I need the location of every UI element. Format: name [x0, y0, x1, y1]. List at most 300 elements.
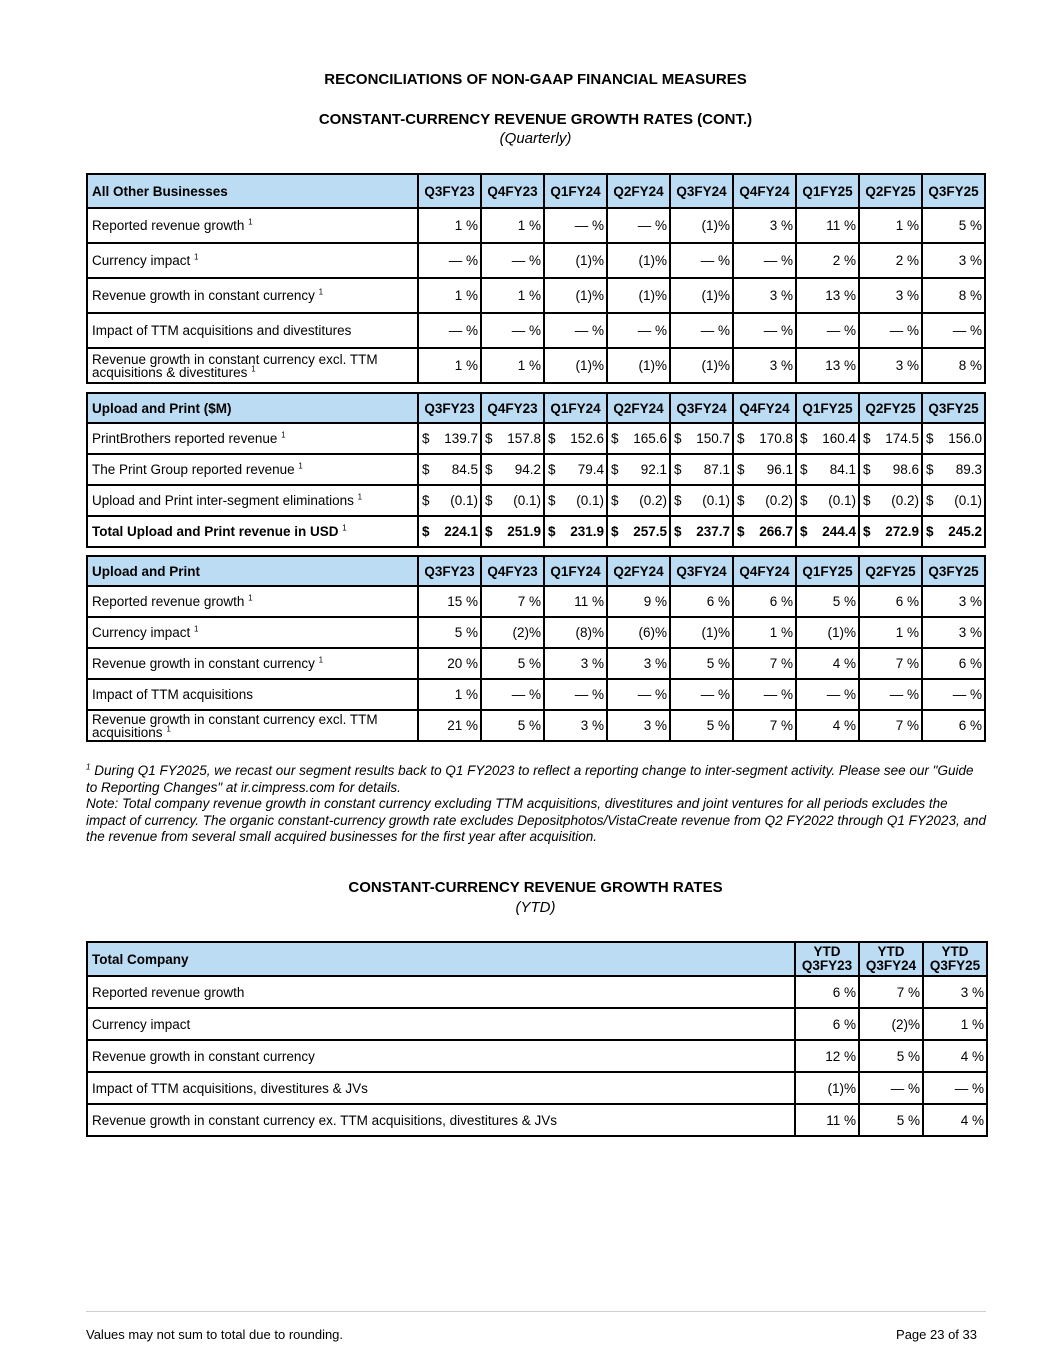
table-row	[87, 617, 985, 648]
footnote-marker: 1	[166, 724, 171, 733]
table-header-label: Upload and Print ($M)	[87, 393, 418, 423]
column-header: Q3FY25	[922, 393, 985, 423]
all-other-businesses-table	[86, 173, 986, 384]
currency-symbol: $	[422, 431, 430, 446]
value-cell: 5 %	[922, 208, 985, 243]
footnote-marker: 1	[357, 492, 363, 502]
value-cell	[796, 454, 859, 485]
value-cell: (1)%	[607, 243, 670, 278]
value-cell: 1 %	[418, 208, 481, 243]
upload-and-print-growth-table	[86, 555, 986, 742]
row-label-text: Revenue growth in constant currency	[92, 1048, 315, 1064]
cell-value: 96.1	[766, 462, 793, 477]
value-cell	[922, 454, 985, 485]
page-number: Page 23 of 33	[896, 1327, 977, 1342]
row-label-text: Reported revenue growth	[92, 594, 245, 609]
row-label-text: Currency impact	[92, 253, 191, 268]
value-cell: 2 %	[796, 243, 859, 278]
value-cell: 3 %	[923, 976, 987, 1008]
cell-value: 170.8	[759, 431, 793, 446]
currency-symbol: $	[611, 493, 619, 508]
column-header-line2: Q3FY24	[865, 958, 917, 973]
row-label	[87, 454, 418, 485]
currency-symbol: $	[737, 493, 745, 508]
footnotes	[86, 763, 986, 846]
footnote-marker: 1	[298, 461, 303, 471]
value-cell: 5 %	[481, 648, 544, 679]
value-cell: 7 %	[733, 648, 796, 679]
value-cell: — %	[481, 313, 544, 348]
currency-symbol: $	[737, 431, 745, 446]
column-header	[859, 942, 923, 976]
value-cell: 5 %	[670, 648, 733, 679]
value-cell: — %	[796, 679, 859, 710]
value-cell: — %	[418, 243, 481, 278]
value-cell	[859, 516, 922, 547]
value-cell: — %	[607, 679, 670, 710]
value-cell: — %	[733, 313, 796, 348]
footnote-note: Note: Total company revenue growth in constant currency excluding TTM acquisitions, divestitures and joint ventures for all periods excludes the impact of currency. The organic constant-currency growth rate excludes Depositphotos/VistaCreate revenue from Q2 FY2022 through Q1 FY2023, and the revenue from several small acquired businesses for the first year after acquisition.	[86, 796, 986, 844]
value-cell: (1)%	[795, 1072, 859, 1104]
column-header: Q1FY25	[796, 393, 859, 423]
column-header: Q2FY25	[859, 556, 922, 586]
value-cell: 1 %	[859, 617, 922, 648]
value-cell: (1)%	[607, 348, 670, 383]
value-cell: 13 %	[796, 348, 859, 383]
value-cell: 3 %	[859, 348, 922, 383]
value-cell: (1)%	[670, 278, 733, 313]
table-row	[87, 710, 985, 741]
row-label	[87, 243, 418, 278]
value-cell	[418, 454, 481, 485]
value-cell: — %	[859, 679, 922, 710]
column-header: Q2FY24	[607, 393, 670, 423]
cell-value: (0.1)	[450, 493, 478, 508]
column-header: Q1FY24	[544, 174, 607, 208]
footer-note: Values may not sum to total due to rounding.	[86, 1327, 344, 1342]
table-row	[87, 648, 985, 679]
value-cell: 3 %	[922, 586, 985, 617]
currency-symbol: $	[611, 462, 619, 477]
value-cell: 6 %	[922, 648, 985, 679]
value-cell: 7 %	[733, 710, 796, 741]
column-header: Q4FY24	[733, 556, 796, 586]
section-title-ytd: CONSTANT-CURRENCY REVENUE GROWTH RATES	[348, 879, 723, 896]
column-header: Q4FY24	[733, 393, 796, 423]
column-header: Q2FY25	[859, 174, 922, 208]
currency-symbol: $	[800, 462, 808, 477]
footnote-text: During Q1 FY2025, we recast our segment results back to Q1 FY2023 to reflect a reporting change to inter-segment activity. Please see our "Guide to Reporting Changes" at ir.cimpress.com for details.	[86, 763, 974, 795]
currency-symbol: $	[548, 462, 556, 477]
value-cell: 12 %	[795, 1040, 859, 1072]
table-row	[87, 1104, 987, 1136]
value-cell: 1 %	[859, 208, 922, 243]
column-header: Q1FY25	[796, 556, 859, 586]
value-cell	[481, 454, 544, 485]
value-cell	[607, 516, 670, 547]
table-row	[87, 485, 985, 516]
value-cell: 6 %	[859, 586, 922, 617]
value-cell	[796, 516, 859, 547]
column-header-line1: YTD	[877, 944, 905, 959]
row-label	[87, 586, 418, 617]
column-header: Q3FY24	[670, 393, 733, 423]
value-cell: (1)%	[544, 278, 607, 313]
page-title: RECONCILIATIONS OF NON-GAAP FINANCIAL MEASURES	[324, 71, 747, 88]
currency-symbol: $	[737, 524, 745, 539]
cell-value: 174.5	[885, 431, 919, 446]
cell-value: 87.1	[703, 462, 730, 477]
row-label-text: Total Upload and Print revenue in USD	[92, 524, 339, 539]
value-cell: 1 %	[418, 679, 481, 710]
value-cell: 15 %	[418, 586, 481, 617]
cell-value: (0.2)	[765, 493, 793, 508]
table-header-row	[87, 174, 985, 208]
value-cell: 1 %	[418, 348, 481, 383]
value-cell: 6 %	[795, 1008, 859, 1040]
value-cell: (1)%	[544, 348, 607, 383]
row-label-text: Reported revenue growth	[92, 218, 245, 233]
value-cell: (2)%	[859, 1008, 923, 1040]
total-company-ytd-table	[86, 941, 988, 1137]
currency-symbol: $	[422, 493, 430, 508]
cell-value: (0.1)	[513, 493, 541, 508]
row-label-text: PrintBrothers reported revenue	[92, 431, 278, 446]
value-cell: 20 %	[418, 648, 481, 679]
currency-symbol: $	[674, 493, 682, 508]
total-row	[87, 516, 985, 547]
value-cell: 11 %	[544, 586, 607, 617]
value-cell	[796, 485, 859, 516]
upload-and-print-revenue-table	[86, 392, 986, 548]
currency-symbol: $	[737, 462, 745, 477]
value-cell: (1)%	[670, 348, 733, 383]
cell-value: 245.2	[948, 524, 982, 539]
column-header-line1: YTD	[941, 944, 969, 959]
value-cell	[859, 423, 922, 454]
currency-symbol: $	[611, 431, 619, 446]
value-cell: 11 %	[796, 208, 859, 243]
row-label	[87, 516, 418, 547]
currency-symbol: $	[926, 493, 934, 508]
value-cell: (1)%	[544, 243, 607, 278]
column-header: Q3FY23	[418, 556, 481, 586]
value-cell: 3 %	[922, 243, 985, 278]
column-header: Q3FY23	[418, 393, 481, 423]
column-header: Q4FY23	[481, 556, 544, 586]
value-cell: (1)%	[607, 278, 670, 313]
row-label	[87, 648, 418, 679]
currency-symbol: $	[800, 431, 808, 446]
currency-symbol: $	[863, 524, 871, 539]
row-label-text: Currency impact	[92, 625, 191, 640]
cell-value: 231.9	[570, 524, 604, 539]
column-header: Q3FY23	[418, 174, 481, 208]
cell-value: (0.2)	[891, 493, 919, 508]
value-cell	[607, 454, 670, 485]
value-cell	[418, 423, 481, 454]
row-label	[87, 1040, 795, 1072]
value-cell: — %	[670, 313, 733, 348]
table-header-row	[87, 942, 987, 976]
value-cell: — %	[544, 313, 607, 348]
value-cell: (8)%	[544, 617, 607, 648]
value-cell	[418, 516, 481, 547]
cell-value: 84.1	[829, 462, 856, 477]
value-cell: 5 %	[859, 1040, 923, 1072]
value-cell: (1)%	[670, 208, 733, 243]
row-label-text: Upload and Print inter-segment eliminations	[92, 493, 354, 508]
table-row	[87, 423, 985, 454]
column-header-line2: Q3FY25	[929, 958, 981, 973]
row-label-text: Impact of TTM acquisitions	[92, 687, 254, 702]
cell-value: 244.4	[822, 524, 856, 539]
cell-value: 150.7	[696, 431, 730, 446]
value-cell	[544, 423, 607, 454]
section-subtitle-ytd: (YTD)	[515, 899, 556, 916]
footnote-marker: 1	[318, 655, 324, 665]
column-header: Q2FY24	[607, 556, 670, 586]
value-cell: 4 %	[923, 1104, 987, 1136]
row-label	[87, 423, 418, 454]
value-cell: — %	[481, 243, 544, 278]
table-row	[87, 313, 985, 348]
table-row	[87, 586, 985, 617]
currency-symbol: $	[863, 493, 871, 508]
table-row	[87, 1040, 987, 1072]
column-header: Q4FY23	[481, 393, 544, 423]
column-header: Q1FY25	[796, 174, 859, 208]
row-label	[87, 1008, 795, 1040]
value-cell: 6 %	[733, 586, 796, 617]
footnote-1	[86, 763, 986, 796]
value-cell: — %	[670, 679, 733, 710]
value-cell	[481, 423, 544, 454]
value-cell	[733, 485, 796, 516]
value-cell: 1 %	[418, 278, 481, 313]
value-cell: 4 %	[796, 648, 859, 679]
table-row	[87, 679, 985, 710]
row-label	[87, 1104, 795, 1136]
table-row	[87, 348, 985, 383]
value-cell: 1 %	[481, 208, 544, 243]
footnote-marker: 1	[248, 593, 253, 603]
cell-value: 94.2	[514, 462, 541, 477]
cell-value: 251.9	[507, 524, 541, 539]
value-cell	[670, 516, 733, 547]
table-header-row	[87, 393, 985, 423]
column-header: Q3FY25	[922, 556, 985, 586]
value-cell	[481, 485, 544, 516]
value-cell: 1 %	[481, 278, 544, 313]
currency-symbol: $	[485, 431, 493, 446]
currency-symbol: $	[926, 524, 934, 539]
footnote-marker: 1	[318, 287, 324, 297]
column-header: Q4FY23	[481, 174, 544, 208]
cell-value: (0.1)	[702, 493, 730, 508]
value-cell: 1 %	[923, 1008, 987, 1040]
value-cell: — %	[418, 313, 481, 348]
currency-symbol: $	[926, 431, 934, 446]
value-cell: — %	[859, 313, 922, 348]
cell-value: 165.6	[633, 431, 667, 446]
value-cell: 3 %	[733, 278, 796, 313]
row-label	[87, 976, 795, 1008]
value-cell: 5 %	[859, 1104, 923, 1136]
footnote-marker: 1	[194, 252, 199, 262]
column-header	[923, 942, 987, 976]
value-cell	[922, 423, 985, 454]
cell-value: 89.3	[955, 462, 982, 477]
value-cell	[733, 454, 796, 485]
column-header: Q2FY25	[859, 393, 922, 423]
column-header: Q2FY24	[607, 174, 670, 208]
footnote-marker: 1	[194, 624, 199, 634]
value-cell	[544, 454, 607, 485]
value-cell	[733, 423, 796, 454]
value-cell: 21 %	[418, 710, 481, 741]
currency-symbol: $	[422, 524, 430, 539]
value-cell: 6 %	[670, 586, 733, 617]
value-cell	[670, 423, 733, 454]
cell-value: 160.4	[822, 431, 856, 446]
value-cell: 6 %	[922, 710, 985, 741]
footer-divider	[86, 1311, 986, 1312]
column-header: Q4FY24	[733, 174, 796, 208]
cell-value: 266.7	[759, 524, 793, 539]
cell-value: 237.7	[696, 524, 730, 539]
footnote-marker: 1	[281, 430, 286, 440]
row-label-text: Impact of TTM acquisitions, divestitures & JVs	[92, 1080, 368, 1096]
value-cell: 3 %	[607, 710, 670, 741]
value-cell	[859, 454, 922, 485]
currency-symbol: $	[863, 431, 871, 446]
cell-value: 92.1	[640, 462, 667, 477]
row-label-text: Impact of TTM acquisitions and divestitures	[92, 323, 352, 338]
value-cell: 3 %	[544, 710, 607, 741]
value-cell: 4 %	[796, 710, 859, 741]
column-header-line1: YTD	[813, 944, 841, 959]
value-cell: — %	[481, 679, 544, 710]
currency-symbol: $	[800, 493, 808, 508]
table-row	[87, 208, 985, 243]
cell-value: (0.1)	[954, 493, 982, 508]
row-label	[87, 710, 418, 741]
value-cell: — %	[607, 313, 670, 348]
section-title-quarterly: CONSTANT-CURRENCY REVENUE GROWTH RATES (CONT.)	[318, 111, 753, 128]
value-cell: 9 %	[607, 586, 670, 617]
value-cell: — %	[859, 1072, 923, 1104]
row-label-text: Revenue growth in constant currency excl. TTM acquisitions & divestitures	[92, 351, 378, 380]
value-cell: (2)%	[481, 617, 544, 648]
value-cell	[670, 454, 733, 485]
value-cell	[544, 516, 607, 547]
row-label-text: Revenue growth in constant currency	[92, 656, 315, 671]
value-cell: 1 %	[733, 617, 796, 648]
table-header-label: All Other Businesses	[87, 174, 418, 208]
value-cell: — %	[922, 679, 985, 710]
row-label	[87, 679, 418, 710]
value-cell	[544, 485, 607, 516]
value-cell	[481, 516, 544, 547]
currency-symbol: $	[485, 462, 493, 477]
currency-symbol: $	[485, 524, 493, 539]
table-row	[87, 1008, 987, 1040]
section-subtitle-quarterly: (Quarterly)	[499, 130, 572, 147]
column-header: Q3FY25	[922, 174, 985, 208]
value-cell: 5 %	[796, 586, 859, 617]
value-cell: 5 %	[418, 617, 481, 648]
value-cell	[922, 485, 985, 516]
currency-symbol: $	[674, 431, 682, 446]
currency-symbol: $	[485, 493, 493, 508]
value-cell: 3 %	[733, 348, 796, 383]
cell-value: (0.2)	[639, 493, 667, 508]
value-cell: — %	[670, 243, 733, 278]
table-header-label: Upload and Print	[87, 556, 418, 586]
value-cell	[922, 516, 985, 547]
row-label-text: The Print Group reported revenue	[92, 462, 295, 477]
value-cell: 4 %	[923, 1040, 987, 1072]
currency-symbol: $	[674, 462, 682, 477]
cell-value: 139.7	[444, 431, 478, 446]
cell-value: 98.6	[892, 462, 919, 477]
column-header	[795, 942, 859, 976]
cell-value: 224.1	[444, 524, 478, 539]
value-cell	[418, 485, 481, 516]
table-row	[87, 454, 985, 485]
value-cell: 3 %	[607, 648, 670, 679]
value-cell	[859, 485, 922, 516]
currency-symbol: $	[611, 524, 619, 539]
value-cell: 7 %	[859, 976, 923, 1008]
cell-value: 79.4	[577, 462, 604, 477]
value-cell: 7 %	[481, 586, 544, 617]
value-cell: — %	[607, 208, 670, 243]
value-cell	[607, 423, 670, 454]
value-cell: 6 %	[795, 976, 859, 1008]
value-cell: 3 %	[859, 278, 922, 313]
value-cell: (6)%	[607, 617, 670, 648]
value-cell: — %	[733, 243, 796, 278]
row-label	[87, 1072, 795, 1104]
currency-symbol: $	[548, 431, 556, 446]
cell-value: 257.5	[633, 524, 667, 539]
value-cell: — %	[922, 313, 985, 348]
row-label	[87, 348, 418, 383]
row-label	[87, 313, 418, 348]
cell-value: 157.8	[507, 431, 541, 446]
table-row	[87, 976, 987, 1008]
column-header: Q3FY24	[670, 556, 733, 586]
value-cell	[796, 423, 859, 454]
value-cell: (1)%	[670, 617, 733, 648]
column-header: Q1FY24	[544, 393, 607, 423]
row-label-text: Revenue growth in constant currency excl. TTM acquisitions	[92, 711, 378, 740]
value-cell: 11 %	[795, 1104, 859, 1136]
value-cell	[607, 485, 670, 516]
value-cell: 2 %	[859, 243, 922, 278]
table-row	[87, 278, 985, 313]
row-label-text: Revenue growth in constant currency	[92, 288, 315, 303]
value-cell: 8 %	[922, 278, 985, 313]
cell-value: (0.1)	[828, 493, 856, 508]
value-cell: 7 %	[859, 710, 922, 741]
column-header-line2: Q3FY23	[801, 958, 853, 973]
table-row	[87, 243, 985, 278]
value-cell: — %	[733, 679, 796, 710]
value-cell: — %	[796, 313, 859, 348]
